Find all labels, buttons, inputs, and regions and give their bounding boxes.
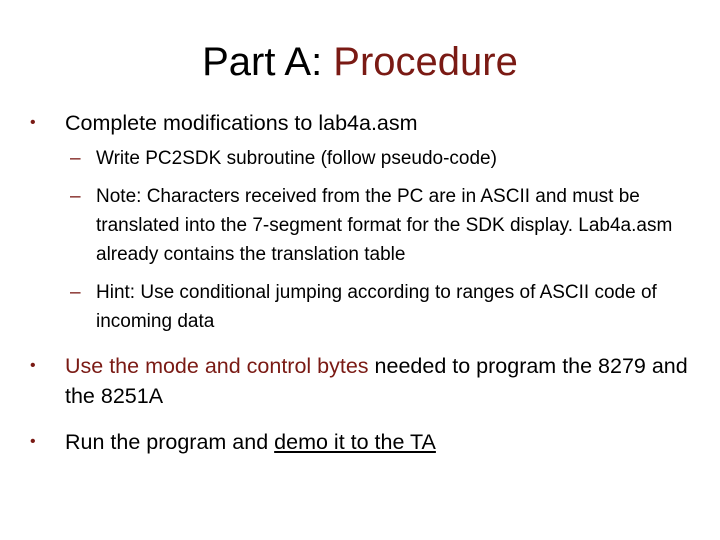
sub-bullet-marker: – bbox=[70, 282, 81, 303]
highlighted-text: Use the mode and control bytes bbox=[65, 354, 369, 378]
sub-bullet-text: Write PC2SDK subroutine (follow pseudo-code) bbox=[96, 148, 497, 169]
sub-bullet-marker: – bbox=[70, 186, 81, 207]
title-accent: Procedure bbox=[333, 40, 518, 84]
sub-bullet-item bbox=[30, 278, 700, 336]
sub-bullet-item bbox=[30, 182, 700, 269]
bullet-item bbox=[30, 427, 700, 457]
sub-bullet-item bbox=[30, 144, 700, 173]
bullet-text: Complete modifications to lab4a.asm bbox=[65, 111, 418, 135]
bullet-text: Run the program and bbox=[65, 430, 275, 454]
bullet-marker: • bbox=[30, 433, 36, 450]
slide-content bbox=[30, 108, 700, 457]
slide-title bbox=[0, 36, 720, 88]
sub-bullet-marker: – bbox=[70, 148, 81, 169]
title-prefix: Part A: bbox=[202, 40, 334, 84]
bullet-text: needed to program the 8279 and the 8251A bbox=[65, 354, 688, 408]
bullet-item bbox=[30, 351, 700, 411]
underlined-text: demo it to the TA bbox=[274, 430, 436, 454]
sub-bullet-text: Hint: Use conditional jumping according to ranges of ASCII code of incoming data bbox=[96, 282, 657, 332]
bullet-item bbox=[30, 108, 700, 138]
sub-bullet-text: Note: Characters received from the PC are in ASCII and must be translated into the 7-segment format for the SDK display. Lab4a.asm already contains the translation table bbox=[96, 186, 673, 265]
bullet-marker: • bbox=[30, 357, 36, 374]
bullet-marker: • bbox=[30, 114, 36, 131]
